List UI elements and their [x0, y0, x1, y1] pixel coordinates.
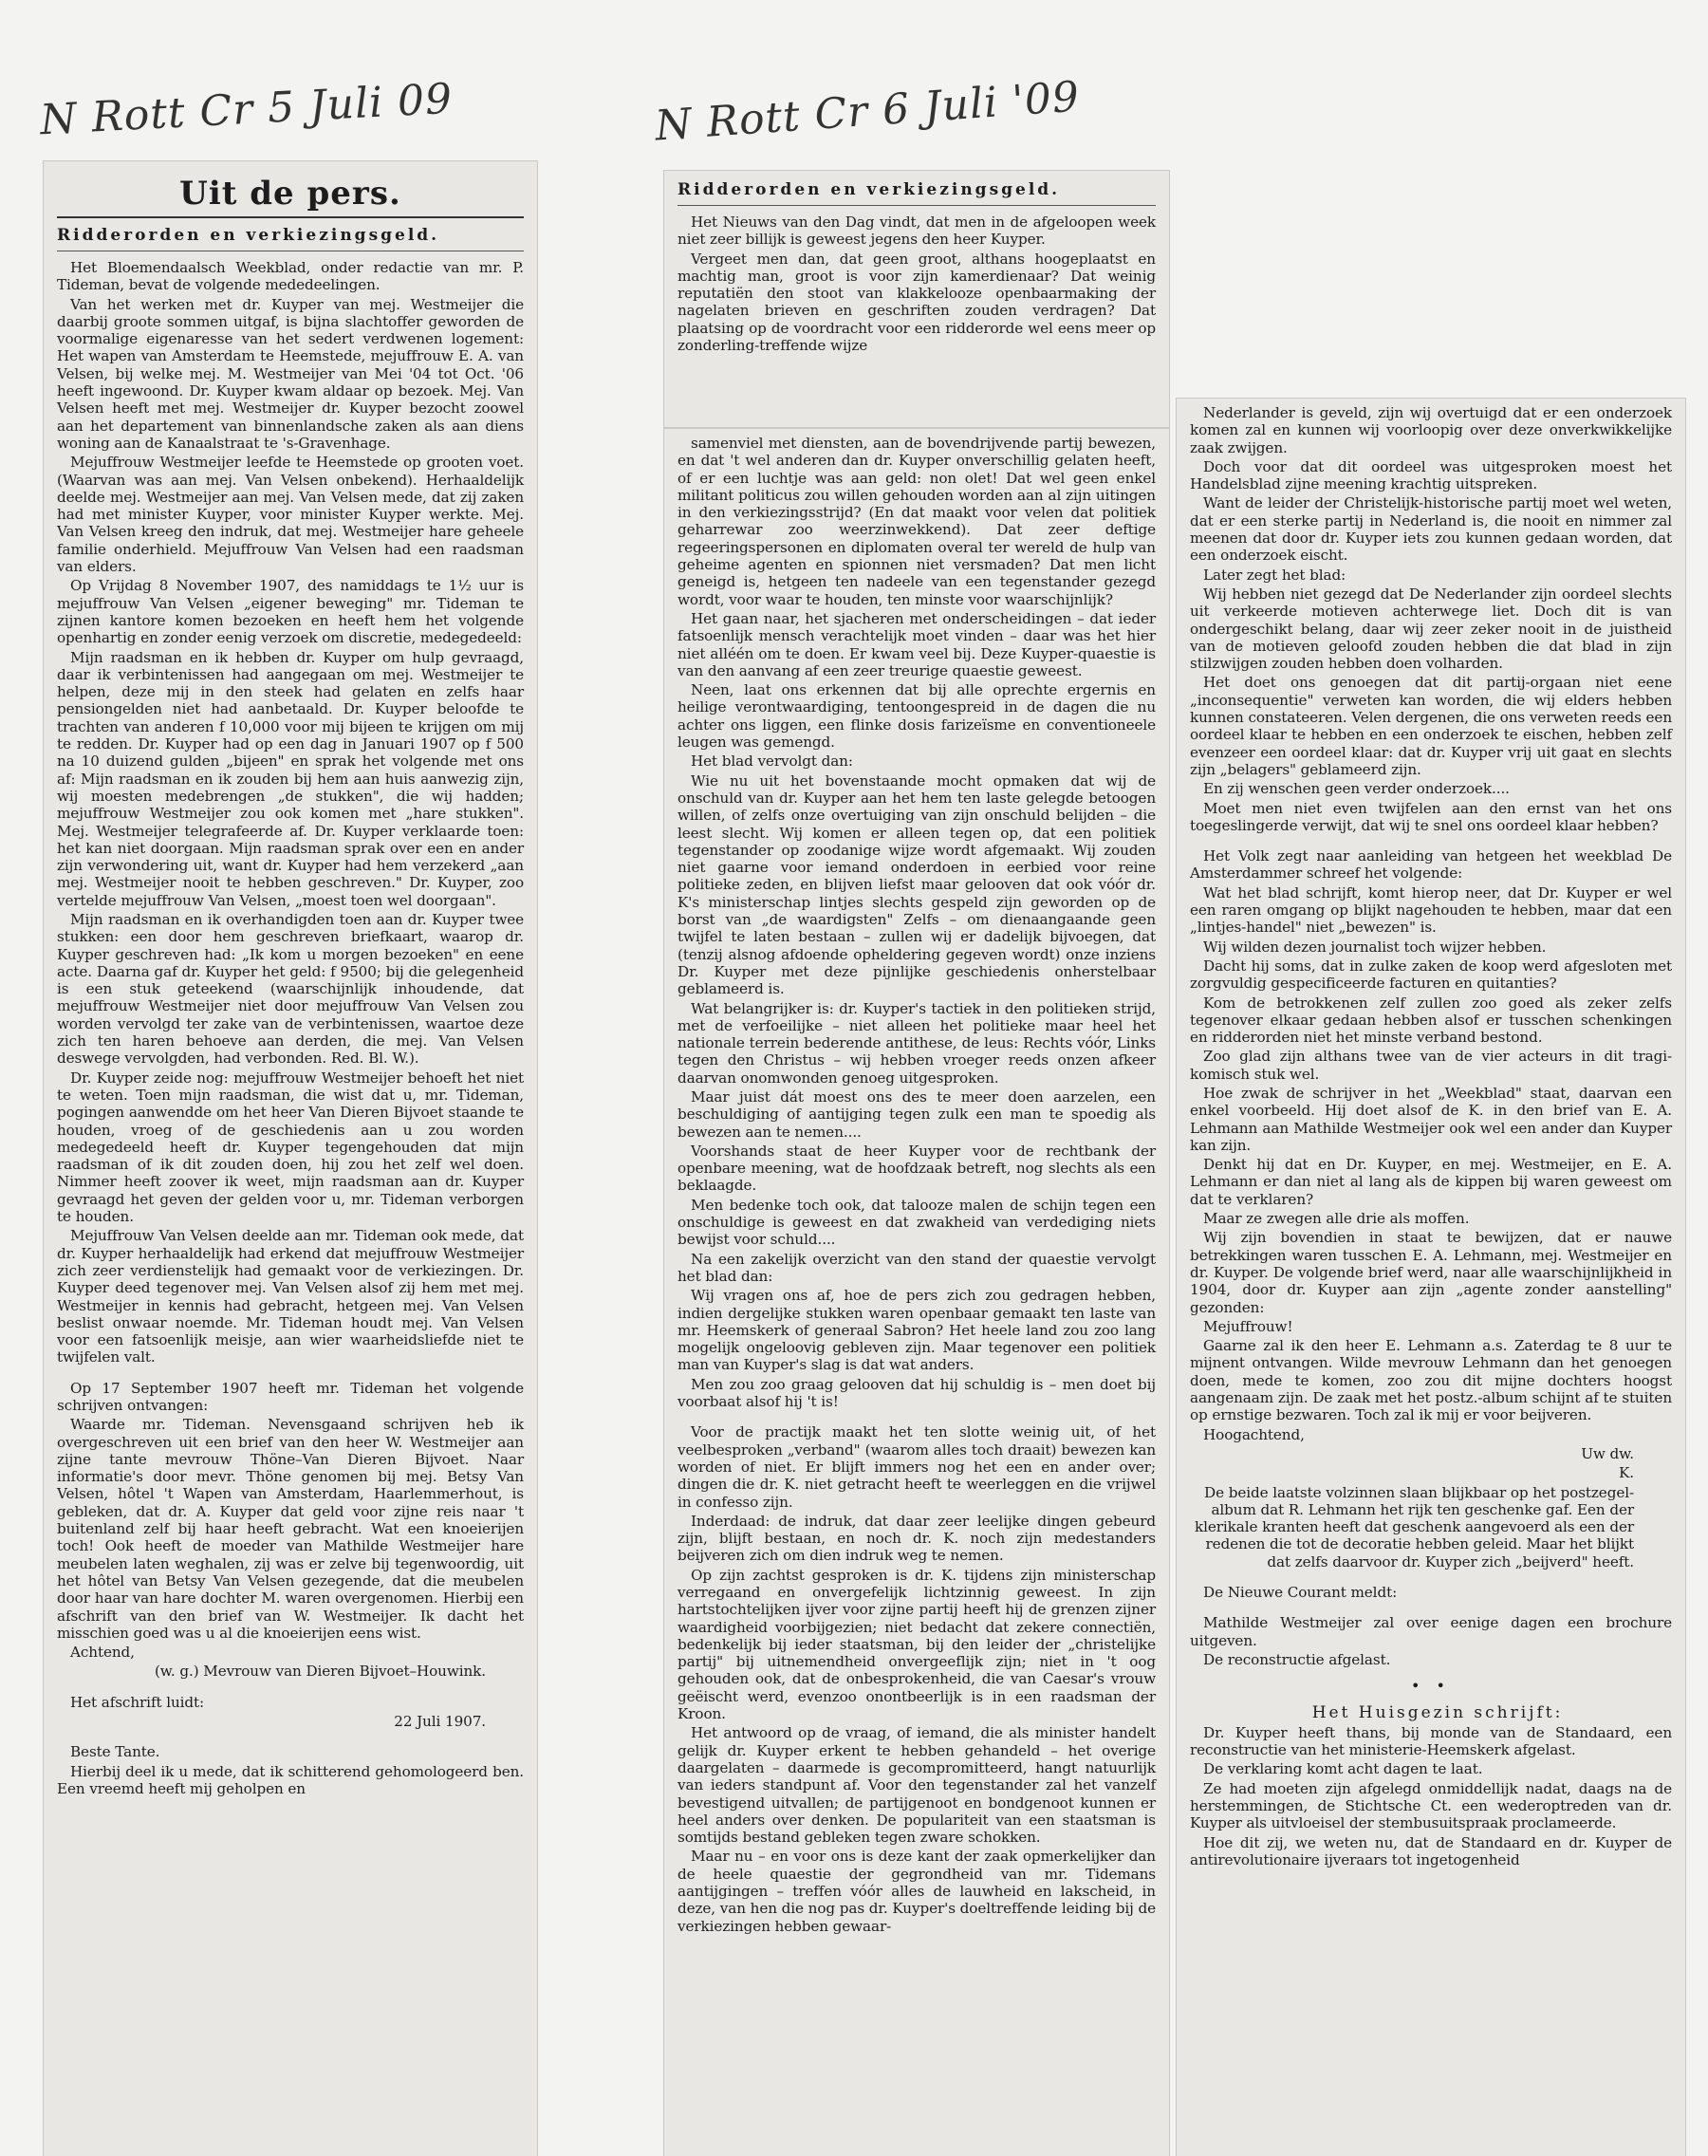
article-body: [57, 259, 524, 1797]
paragraph: Zoo glad zijn althans twee van de vier acteurs in dit tragi-komisch stuk wel.: [1190, 1048, 1672, 1083]
paragraph: De reconstructie afgelast.: [1203, 1650, 1391, 1668]
paragraph: Maar ze zwegen alle drie als moffen.: [1203, 1210, 1470, 1228]
paragraph: Het gaan naar, het sjacheren met onderscheidingen – dat ieder fatsoenlijk mensch verachtelijk moet vinden – daar was het hier niet alléén om te doen. Er kwam veel bij. Deze Kuyper-quaestie is van den aanvang af een zeer treurige quaestie geweest.: [678, 609, 1156, 679]
section-heading: Ridderorden en verkiezingsgeld.: [57, 226, 440, 245]
paragraph: Wij zijn bovendien in staat te bewijzen, dat er nauwe betrekkingen waren tusschen E. A. Lehmann, mej. Westmeijer en dr. Kuyper. De volgende brief werd, naar alle waarschijnlijkheid in 1904, door dr. Kuyper aan zijn „agente zonder aanstelling" gezonden:: [1190, 1229, 1672, 1316]
paragraph: samenviel met diensten, aan de bovendrijvende partij bewezen, en dat 't wel anderen dan dr. Kuyper onverschillig gelaten heeft, of er een luchtje was aan geld: non olet! Dat wel geen enkel militant politicus zou willen gehouden worden aan al zijn uitingen in den verkiezingsstrijd? (En dat maakt voor velen dat politiek geharrewar zoo weerzinwekkend). Dat zeer deftige regeeringspersonen en diplomaten overal ter wereld de hulp van geheime agenten en spionnen niet versmaden? Dat men licht geneigd is, hetgeen ten nadeele van een tegenstander gezegd wordt, voor waar te houden, ten minste voor waarschijnlijk?: [678, 435, 1156, 608]
clipping-uit-de-pers: [44, 161, 537, 2156]
paragraph: Na een zakelijk overzicht van den stand der quaestie vervolgt het blad dan:: [678, 1250, 1156, 1285]
paragraph: 22 Juli 1907.: [394, 1713, 486, 1731]
paragraph: Men bedenke toch ook, dat talooze malen de schijn tegen een onschuldige is geweest en dat zwakheid van verdediging niets bewijst voor schuld....: [678, 1196, 1156, 1249]
handwritten-annotation-right: N Rott Cr 6 Juli '09: [653, 72, 1082, 151]
paragraph: Hoe zwak de schrijver in het „Weekblad" staat, daarvan een enkel voorbeeld. Hij doet alsof de K. in den brief van E. A. Lehmann aan Mathilde Westmeijer ook wel een ander dan Kuyper kan zijn.: [1190, 1084, 1672, 1154]
section-heading: Ridderorden en verkiezingsgeld.: [678, 180, 1061, 199]
paragraph: Inderdaad: de indruk, dat daar zeer leelijke dingen gebeurd zijn, blijft bestaan, en noch dr. K. noch zijn medestanders beijveren zich om dien indruk weg te nemen.: [678, 1512, 1156, 1565]
paragraph: Wat het blad schrijft, komt hierop neer, dat Dr. Kuyper er wel een raren omgang op blijkt nagehouden te hebben, maar dat een „lintjes-handel" niet „bewezen" is.: [1190, 883, 1672, 937]
paragraph: Wie nu uit het bovenstaande mocht opmaken dat wij de onschuld van dr. Kuyper aan het hem ten laste gelegde betoogen willen, of zelfs onze overtuiging van zijn onschuld belijden – die leest slecht. Wij komen er alleen tegen op, dat een politiek tegenstander op zoodanige wijze wordt afgemaakt. Wij zouden niet gaarne voor iemand onderdoen in eerbied voor reine politieke zeden, en blijven liefst maar gelooven dat ook vóór dr. K's ministerschap lintjes slechts gespeld zijn geworden op de borst van „de waardigsten" Zelfs – om dienaangaande geen twijfel te laten bestaan – zullen wij er dadelijk bijvoegen, dat (tenzij alsnog afdoende opheldering gegeven wordt) onze inziens Dr. Kuyper met deze pijnlijke geschiedenis onherstelbaar geblameerd is.: [678, 771, 1156, 998]
paragraph: Hoe dit zij, we weten nu, dat de Standaard en dr. Kuyper de antirevolutionaire ijveraars tot ingetogenheid: [1190, 1833, 1672, 1868]
paragraph: Men zou zoo graag gelooven dat hij schuldig is – men doet bij voorbaat alsof hij 't is!: [678, 1375, 1156, 1411]
paragraph: Mijn raadsman en ik hebben dr. Kuyper om hulp gevraagd, daar ik verbintenissen had aangegaan om mej. Westmeijer te helpen, deze mij in den steek had gelaten en zelfs haar pensiongelden niet had aanbetaald. Dr. Kuyper beloofde te trachten van anderen f 10,000 voor mij bijeen te krijgen om mij te redden. Dr. Kuyper had op een dag in Januari 1907 op f 500 na 10 duizend gulden „bijeen" en sprak het volgende met ons af: Mijn raadsman en ik zouden bij hem aan huis aanwezig zijn, wij moesten medebrengen „de stukken", die wij hadden; mejuffrouw Westmeijer zou ook komen met „hare stukken". Mej. Westmeijer telegrafeerde af. Dr. Kuyper verklaarde toen: het kan niet doorgaan. Mijn raadsman sprak over een en ander zijn verwondering uit, want dr. Kuyper had hem verzekerd „aan mej. Westmeijer nooit te hebben geschreven." Dr. Kuyper, zoo vertelde mejuffrouw Van Velsen, „moest toen wel doorgaan".: [57, 648, 524, 909]
paragraph: Het Nieuws van den Dag vindt, dat men in de afgeloopen week niet zeer billijk is geweest jegens den heer Kuyper.: [678, 214, 1156, 249]
paragraph: Het Bloemendaalsch Weekblad, onder redactie van mr. P. Tideman, bevat de volgende mededeelingen.: [57, 259, 524, 294]
paragraph: Het Volk zegt naar aanleiding van hetgeen het weekblad De Amsterdammer schreef het volgende:: [1190, 847, 1672, 883]
paragraph: Van het werken met dr. Kuyper van mej. Westmeijer die daarbij groote sommen uitgaf, is bijna slachtoffer geworden de voormalige eigenaresse van het sedert verdwenen logement: Het wapen van Amsterdam te Heemstede, mejuffrouw E. A. van Velsen, bij welke mej. M. Westmeijer van Mei '04 tot Oct. '06 heeft ingewoond. Dr. Kuyper kwam aldaar op bezoek. Mej. Van Velsen heeft met mej. Westmeijer dr. Kuyper bezocht zoowel aan het departement van binnenlandsche zaken als aan diens woning aan de Kanaalstraat te 's-Gravenhage.: [57, 295, 524, 452]
paragraph: Achtend,: [70, 1644, 135, 1662]
paragraph: Wij vragen ons af, hoe de pers zich zou gedragen hebben, indien dergelijke stukken waren openbaar gemaakt ten laste van mr. Heemskerk of generaal Sabron? Het heele land zou zoo lang mogelijk ongeloovig gebleven zijn. Maar tegenover een politiek man van Kuyper's slag is dat wat anders.: [678, 1287, 1156, 1374]
paragraph: Kom de betrokkenen zelf zullen zoo goed als zeker zelfs tegenover elkaar gedaan hebben alsof er tusschen schenkingen en ridderorden niet het minste verband bestond.: [1190, 994, 1672, 1047]
clipping-continuation-middle: [664, 429, 1169, 2156]
paragraph: Op 17 September 1907 heeft mr. Tideman het volgende schrijven ontvangen:: [57, 1379, 524, 1414]
paragraph: Mejuffrouw Van Velsen deelde aan mr. Tideman ook mede, dat dr. Kuyper herhaaldelijk had erkend dat mejuffrouw Westmeijer zich zeer verdienstelijk had gemaakt voor de verkiezingen. Dr. Kuyper deed tegenover mej. Van Velsen alsof zij hem met mej. Westmeijer in kennis had gebracht, hetgeen mej. Van Velsen beslist onwaar noemde. Mr. Tideman houdt mej. Van Velsen voor een fatsoenlijk meisje, aan wier waarheidsliefde niet te twijfelen valt.: [57, 1227, 524, 1366]
article-body: [678, 214, 1156, 354]
paragraph: Maar nu – en voor ons is deze kant der zaak opmerkelijker dan de heele quaestie der gegrondheid van mr. Tidemans aantijgingen – treffen vóór alles de lauwheid en lakscheid, in deze, van hen die nog pas dr. Kuyper's doeltreffende leiding bij de verkiezingen hebben gewaar-: [678, 1848, 1156, 1935]
paragraph: Ze had moeten zijn afgelegd onmiddellijk nadat, daags na de herstemmingen, de Stichtsche Ct. een wederoptreden van dr. Kuyper als uitvloeisel der stembusuitspraak proclameerde.: [1190, 1779, 1672, 1832]
paragraph: Mathilde Westmeijer zal over eenige dagen een brochure uitgeven.: [1190, 1614, 1672, 1649]
ornament: • •: [1411, 1677, 1451, 1696]
paragraph: Wij hebben niet gezegd dat De Nederlander zijn oordeel slechts uit verkeerde motieven achterwege liet. Doch dit is van ondergeschikt belang, daar wij zeer zeker nooit in de juistheid van de motieven geloofd zouden hebben die dat blad in zijn stilzwijgen zouden hebben doen volharden.: [1190, 585, 1672, 673]
paragraph: De beide laatste volzinnen slaan blijkbaar op het postzegel-album dat R. Lehmann het rijk ten geschenke gaf. Een der klerikale kranten heeft dat geschenk aangevoerd als een der redenen die tot de decoratie hebben geleid. Maar het blijkt dat zelfs daarvoor dr. Kuyper zich „beijverd" heeft.: [1194, 1483, 1634, 1571]
paragraph: Doch voor dat dit oordeel was uitgesproken moest het Handelsblad zijne meening krachtig uitspreken.: [1190, 457, 1672, 493]
paragraph: Het antwoord op de vraag, of iemand, die als minister handelt gelijk dr. Kuyper erkent te hebben gehandeld – het overige daargelaten – daarmede is gecompromitteerd, hangt natuurlijk van ieders standpunt af. Voor den tegenstander zal het vanzelf bevestigend uitvallen; de partijgenoot en bondgenoot kunnen er heel anders over denken. De populariteit van een staatsman is somtijds bestand gebleken tegen zware schokken.: [678, 1724, 1156, 1847]
paragraph: Moet men niet even twijfelen aan den ernst van het ons toegeslingerde verwijt, dat wij te snel ons oordeel klaar hebben?: [1190, 799, 1672, 834]
paragraph: Nederlander is geveld, zijn wij overtuigd dat er een onderzoek komen zal en kunnen wij voorloopig over deze onverkwikkelijke zaak zwijgen.: [1190, 404, 1672, 456]
paragraph: Vergeet men dan, dat geen groot, althans hoogeplaatst en machtig man, groot is voor zijn kamerdienaar? Dat weinig reputatiën den stoot van klakkeloozе openbaarmaking der nagelaten brieven en geschriften zouden verdragen? Dat plaatsing op de voordracht voor een ridderorde wel eens meer op zonderling-treffende wijze: [678, 250, 1156, 355]
paragraph: Wat belangrijker is: dr. Kuyper's tactiek in den politieken strijd, met de verfoeilijke – niet alleen het politieke maar heel het nationale terrein bederende antithese, de leus: Rechts vóór, Links tegen den Christus – wij hebben vroeger reeds onzen afkeer daarvan onomwonden genoeg uitgesproken.: [678, 999, 1156, 1087]
paragraph: Maar juist dát moest ons des te meer doen aarzelen, een beschuldiging of aantijging tegen zulk een man te spoedig als bewezen aan te nemen....: [678, 1087, 1156, 1141]
paragraph: Het afschrift luidt:: [70, 1693, 205, 1711]
paragraph: Hierbij deel ik u mede, dat ik schitterend gehomologeerd ben. Een vreemd heeft mij geholpen en: [57, 1762, 524, 1797]
paragraph: Op Vrijdag 8 November 1907, des namiddags te 1½ uur is mejuffrouw Van Velsen „eigener beweging" mr. Tideman te zijnen kantore komen bezoeken en heeft hem het volgende openhartig en zonder eenig verzoek om discretie, medegedeeld:: [57, 577, 524, 647]
paragraph: Want de leider der Christelijk-historische partij moet wel weten, dat er een sterke partij in Nederland is, die nooit en nimmer zal meenen dat door dr. Kuyper iets zou kunnen gedaan worden, dat een onderzoek eischt.: [1190, 494, 1672, 565]
paragraph: Mejuffrouw!: [1203, 1317, 1293, 1335]
paragraph: Later zegt het blad:: [1203, 566, 1346, 584]
masthead: Uit de pers.: [179, 175, 401, 213]
paragraph: K.: [1619, 1464, 1634, 1482]
paragraph: De Nieuwe Courant meldt:: [1203, 1584, 1398, 1601]
paragraph: Het doet ons genoegen dat dit partij-orgaan niet eene „inconsequentie" verweten kan worden, die wij elders hebben kunnen constateeren. Velen dergenen, die ons verweten reeds een oordeel klaar te hebben en een onderzoek te eischen, hebben zelf evenzeer een oordeel klaar: dat dr. Kuyper vrij uit gaat en slechts zijn „belagers" geblameerd zijn.: [1190, 674, 1672, 778]
paragraph: Wij wilden dezen journalist toch wijzer hebben.: [1203, 938, 1547, 956]
article-body: [1190, 404, 1672, 1868]
paragraph: Uw dw.: [1581, 1444, 1634, 1462]
paragraph: Het Huisgezin schrijft:: [1311, 1703, 1564, 1723]
paragraph: Denkt hij dat en Dr. Kuyper, en mej. Westmeijer, en E. A. Lehmann er dan niet al lang als de kippen bij waren geweest om dat te verklaren?: [1190, 1156, 1672, 1208]
paragraph: Het blad vervolgt dan:: [691, 753, 853, 771]
paragraph: Voor de practijk maakt het ten slotte weinig uit, of het veelbesproken „verband" (waarom alles toch draait) bewezen kan worden of niet. Er blijft immers nog het een en ander over; dingen die dr. K. niet getracht heeft te weerleggen en die vrijwel in confesso zijn.: [678, 1423, 1156, 1511]
paragraph: Mejuffrouw Westmeijer leefde te Heemstede op grooten voet. (Waarvan was aan mej. Van Velsen onbekend). Herhaaldelijk deelde mej. Westmeijer aan mej. Van Velsen mede, dat zij zaken had met minister Kuyper, voor minister Kuyper werkte. Mej. Van Velsen kreeg den indruk, dat mej. Westmeijer hare geheele familie onderhield. Mejuffrouw Van Velsen had een raadsman van elders.: [57, 454, 524, 576]
paragraph: Beste Tante.: [70, 1743, 160, 1761]
paragraph: En zij wenschen geen verder onderzoek....: [1203, 780, 1510, 798]
paragraph: Dr. Kuyper heeft thans, bij monde van de Standaard, een reconstructie van het ministerie-Heemskerk afgelast.: [1190, 1723, 1672, 1759]
paragraph: Waarde mr. Tideman. Nevensgaand schrijven heb ik overgeschreven uit een brief van den heer W. Westmeijer aan zijne tante mevrouw Thöne–Van Dieren Bijvoet. Naar informatie's door mevr. Thöne genomen bij mej. Betsy Van Velsen, hôtel 't Wapen van Amsterdam, Haarlemmerhout, is gebleken, dat dr. A. Kuyper dat geld voor zijne reis naar 't buitenland zelf bij haar heeft gebracht. Wat een knoeierijen toch! Ook heeft de moeder van Mathilde Westmeijer hare meubelen laten weghalen, zij was er zelve bij tegenwoordig, uit het hôtel van Betsy Van Velsen gezegende, dat die meubelen door haar van hare dochter M. waren overgenomen. Hierbij een afschrift van den brief van W. Westmeijer. Ik dacht het misschien goed was u al die knoeierijen eens wist.: [57, 1416, 524, 1642]
paragraph: Gaarne zal ik den heer E. Lehmann a.s. Zaterdag te 8 uur te mijnent ontvangen. Wilde mevrouw Lehmann dan het genoegen doen, mede te komen, zoo zou dit mijne dochters hoogst aangenaam zijn. De zaak met het postz.-album schijnt af te stuiten op ernstige bezwaren. Toch zal ik mij er voor beijveren.: [1190, 1337, 1672, 1424]
handwritten-annotation-left: N Rott Cr 5 Juli 09: [38, 74, 455, 145]
paragraph: (w. g.) Mevrouw van Dieren Bijvoet–Houwink.: [154, 1663, 486, 1681]
paragraph: Dr. Kuyper zeide nog: mejuffrouw Westmeijer behoeft het niet te weten. Toen mijn raadsman, die wist dat u, mr. Tideman, pogingen aanwendde om het heer Van Dieren Bijvoet staande te houden, vroeg of de geschiedenis aan u zou worden medegedeeld heeft dr. Kuyper tegengehouden dat mijn raadsman of ik dit zouden doen, hij zou het zelf wel doen. Nimmer heeft zoover ik weet, mijn raadsman aan dr. Kuyper gevraagd het geven der gelden voor u, mr. Tideman verborgen te houden.: [57, 1069, 524, 1226]
clipping-nieuws-van-den-dag: [664, 171, 1169, 427]
paragraph: Dacht hij soms, dat in zulke zaken de koop werd afgesloten met zorgvuldig gespecificeerde facturen en quitanties?: [1190, 957, 1672, 993]
paragraph: Neen, laat ons erkennen dat bij alle oprechte ergernis en heilige verontwaardiging, tentoongespreid in de dagen die nu achter ons liggen, een flinke dosis farizeïsme en conventioneele leugen was gemengd.: [678, 681, 1156, 752]
paragraph: De verklaring komt acht dagen te laat.: [1203, 1760, 1483, 1778]
paragraph: Voorshands staat de heer Kuyper voor de rechtbank der openbare meening, wat de hoofdzaak betreft, nog slechts als een beklaagde.: [678, 1142, 1156, 1195]
paragraph: Op zijn zachtst gesproken is dr. K. tijdens zijn ministerschap verregaand en onvergefelijk lichtzinnig geweest. In zijn hartstochtelijken ijver voor zijne partij heeft hij de grenzen zijner waardigheid voorbijgezien; niet bedacht dat zekere connectiën, bedenkelijk bij ieder staatsman, bij den leider der „christelijke partij" bij uitnemendheid onvergeeflijk zijn; niet in 't oog gehouden ook, dat de onbesprokenheid, die van Caesar's vrouw geëischt werd, evenzoo onontbeerlijk is in een raadsman der Kroon.: [678, 1566, 1156, 1723]
paragraph: Mijn raadsman en ik overhandigden toen aan dr. Kuyper twee stukken: een door hem geschreven briefkaart, waarop dr. Kuyper geschreven had: „Ik kom u morgen bezoeken" en eene acte. Daarna gaf dr. Kuyper het geld: f 9500; bij die gelegenheid is een stuk geteekend (waarschijnlijk inhoudende, dat mejuffrouw Westmeijer niet door mejuffrouw Van Velsen zou worden vervolgd ter zake van de verbintenissen, waartoe deze zich ten haren behoeve aan derden, die mej. Van Velsen deswege vervolgden, had verbonden. Red. Bl. W.).: [57, 910, 524, 1068]
paragraph: Hoogachtend,: [1203, 1425, 1305, 1443]
article-body: [678, 435, 1156, 1935]
clipping-continuation-right: [1177, 399, 1685, 2156]
